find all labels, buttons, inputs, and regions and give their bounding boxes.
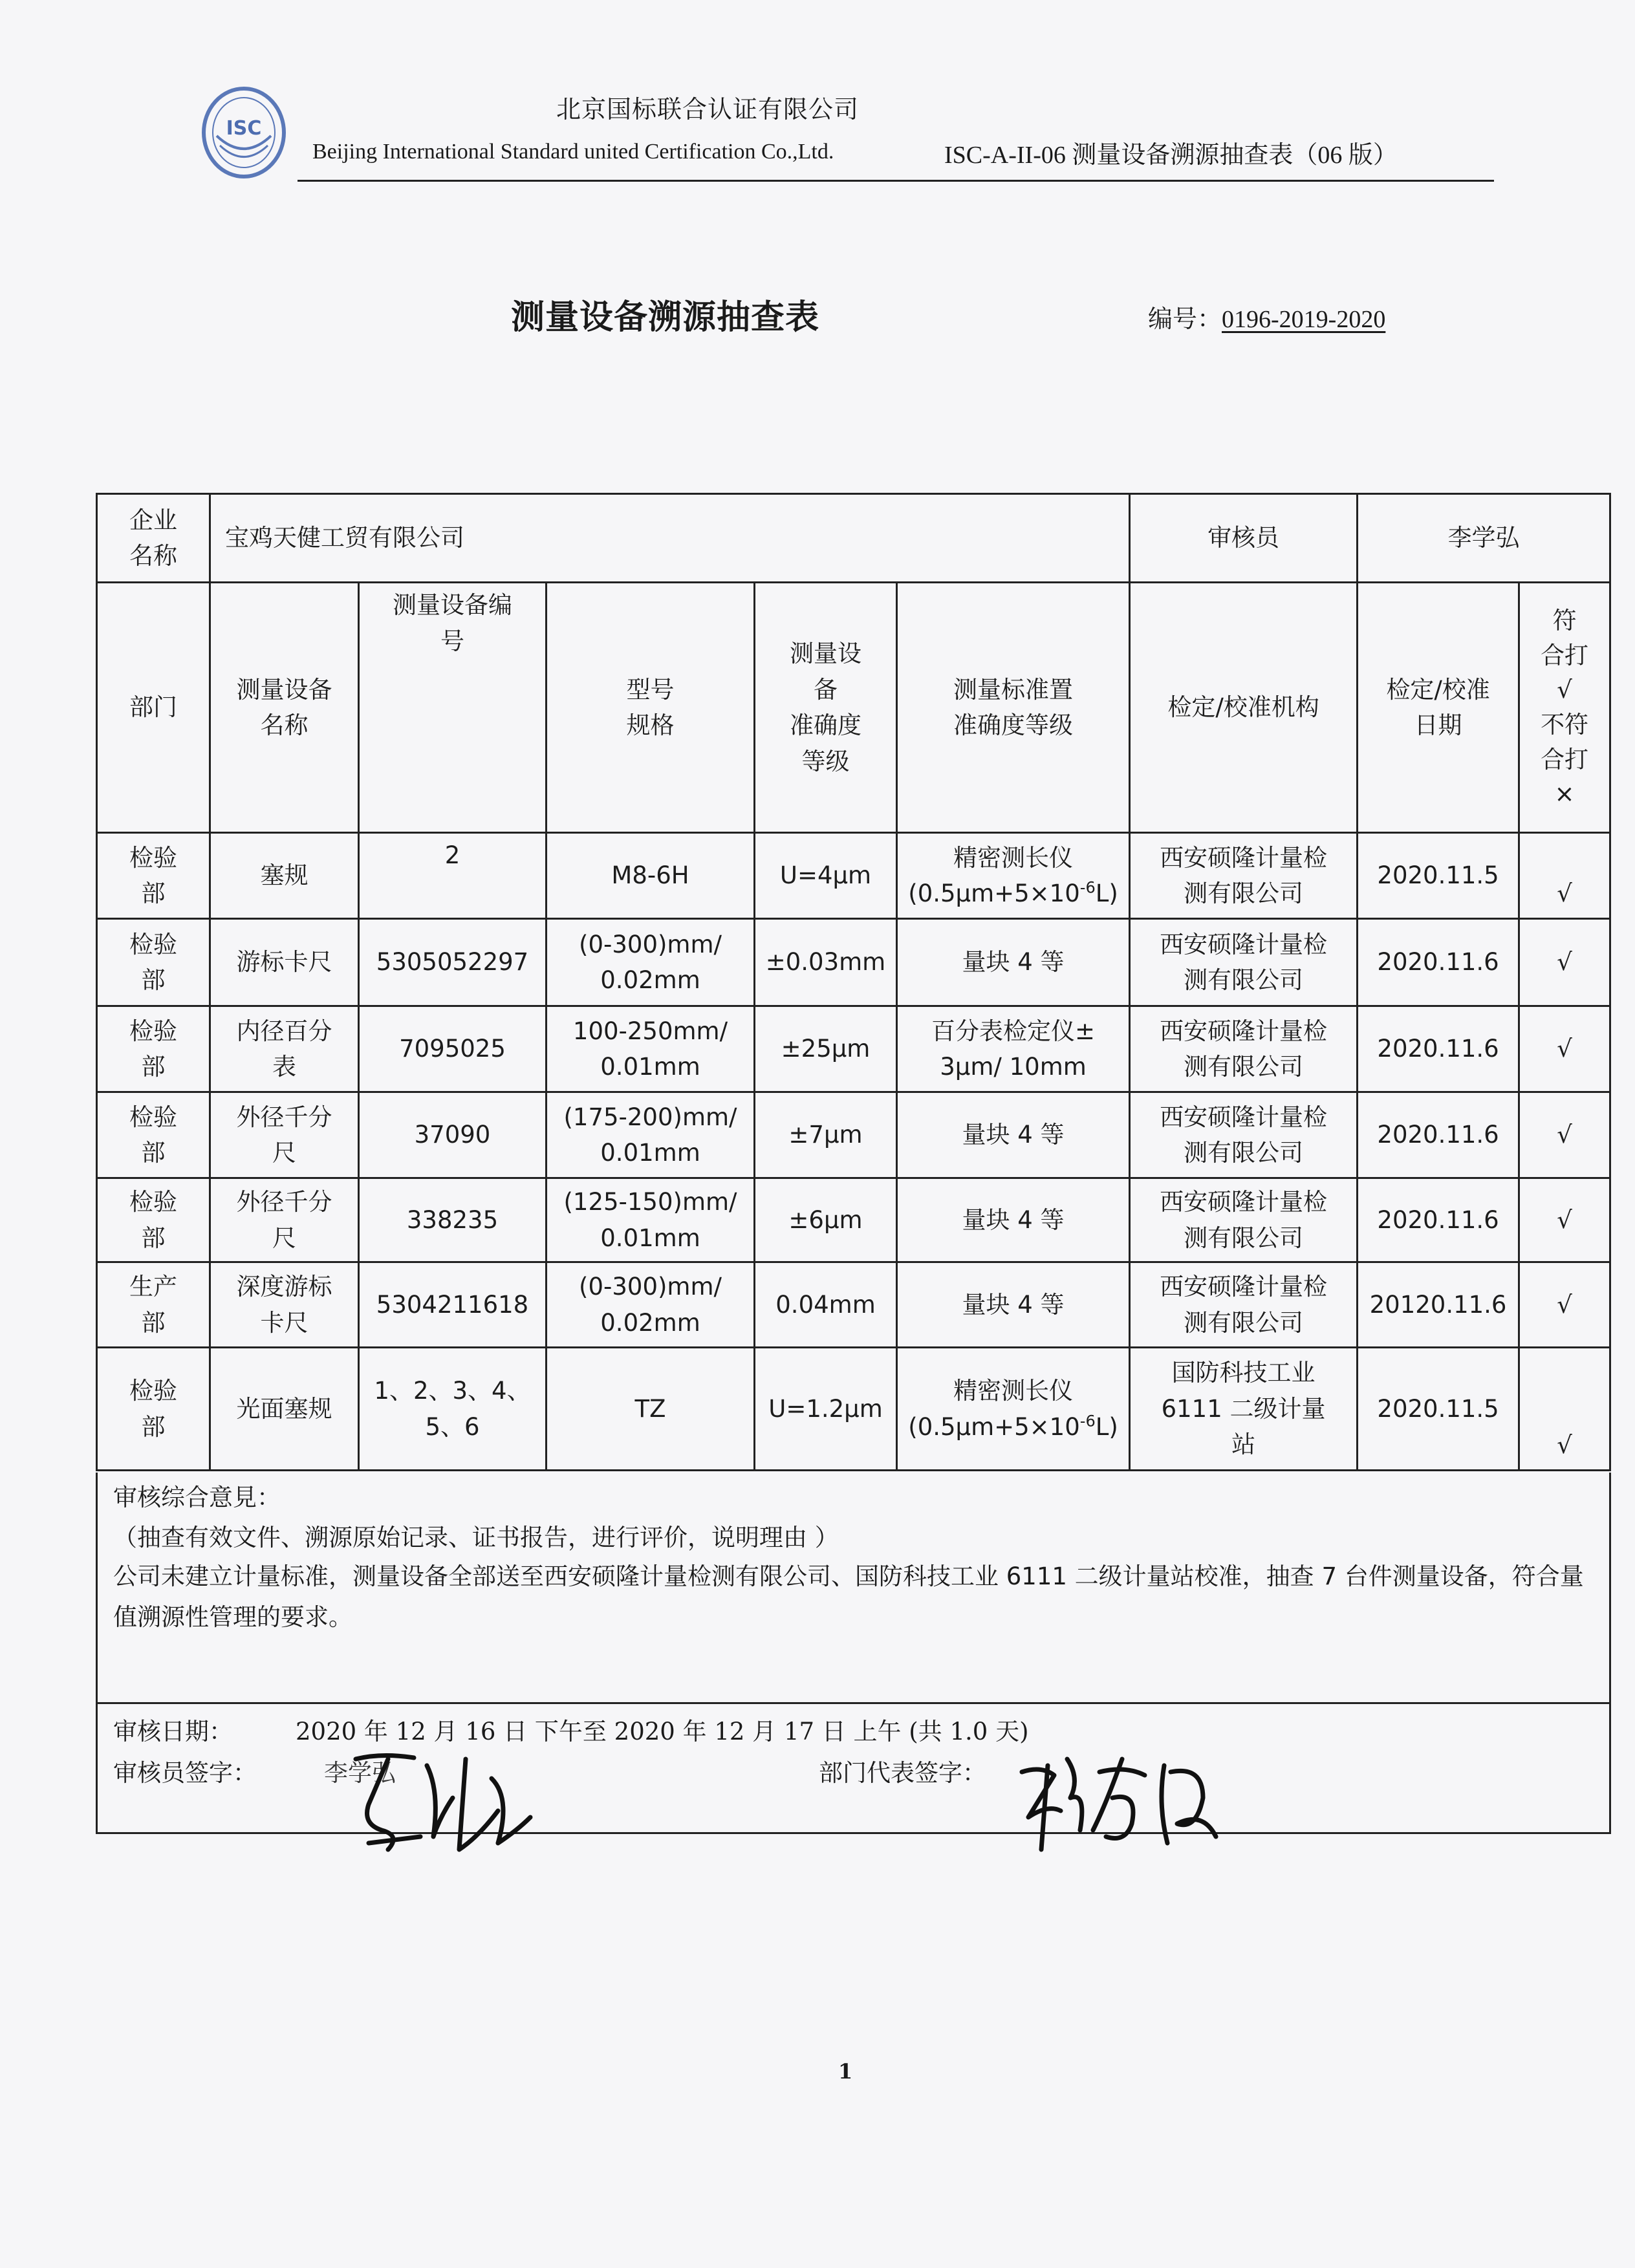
cell-model: M8-6H [547,833,755,919]
cell-accuracy: ±7μm [755,1092,897,1178]
header-row [97,583,1610,833]
cell-accuracy: ±6μm [755,1178,897,1262]
header-accuracy: 测量设 备 准确度 等级 [755,583,897,833]
table-row [97,1348,1610,1471]
form-code: ISC-A-II-06 测量设备溯源抽查表（06 版） [944,142,1398,169]
cell-name: 内径百分 表 [210,1006,359,1092]
auditor-sign-label: 审核员签字： [113,1759,257,1787]
header-id: 测量设备编 号 [359,583,547,833]
cell-id: 2 [359,833,547,919]
header-date: 检定/校准 日期 [1358,583,1519,833]
table-row [97,833,1610,919]
cell-accuracy: 0.04mm [755,1262,897,1348]
cell-standard: 量块 4 等 [897,1092,1130,1178]
cell-accuracy: U=1.2μm [755,1348,897,1471]
cell-id: 338235 [359,1178,547,1262]
header-model: 型号 规格 [547,583,755,833]
document-number [1148,299,1385,334]
cell-dept: 检验 部 [97,1006,210,1092]
cell-date: 2020.11.6 [1358,1178,1519,1262]
cell-accuracy: U=4μm [755,833,897,919]
cell-name: 外径千分 尺 [210,1178,359,1262]
cell-id: 5304211618 [359,1262,547,1348]
cell-dept: 检验 部 [97,1092,210,1178]
cell-dept: 检验 部 [97,1348,210,1471]
cell-standard: 百分表检定仪± 3μm/ 10mm [897,1006,1130,1092]
cell-conformity: √ [1519,1178,1610,1262]
cell-conformity: √ [1519,833,1610,919]
table-row [97,1178,1610,1262]
cell-name: 光面塞规 [210,1348,359,1471]
cell-conformity: √ [1519,1092,1610,1178]
cell-standard: 精密测长仪 $(0.5\mu m+5\times 10^{-6}L)$ [897,833,1130,919]
opinion-label: 审核综合意見： [113,1484,281,1511]
cell-model: TZ [547,1348,755,1471]
cell-conformity: √ [1519,1348,1610,1471]
company-value: 宝鸡天健工贸有限公司 [210,494,1130,583]
opinion-instruction: （抽查有效文件、溯源原始记录、证书报告，进行评价，说明理由 ） [113,1524,839,1551]
cell-org: 西安硕隆计量检 测有限公司 [1130,1006,1358,1092]
cell-org: 西安硕隆计量检 测有限公司 [1130,919,1358,1006]
cell-standard: 量块 4 等 [897,919,1130,1006]
table-row [97,1092,1610,1178]
audit-date-label: 审核日期： [113,1718,233,1745]
cell-org: 西安硕隆计量检 测有限公司 [1130,1178,1358,1262]
cell-id: 1、2、3、4、 5、6 [359,1348,547,1471]
header-dept: 部门 [97,583,210,833]
cell-dept: 检验 部 [97,919,210,1006]
cell-name: 深度游标 卡尺 [210,1262,359,1348]
signoff-box [96,1702,1611,1834]
header-name: 测量设备 名称 [210,583,359,833]
cell-model: (125-150)mm/ 0.01mm [547,1178,755,1262]
cell-name: 塞规 [210,833,359,919]
cell-standard: 量块 4 等 [897,1262,1130,1348]
cell-accuracy: ±0.03mm [755,919,897,1006]
cell-name: 外径千分 尺 [210,1092,359,1178]
cell-name: 游标卡尺 [210,919,359,1006]
cell-model: (0-300)mm/ 0.02mm [547,1262,755,1348]
opinion-text: 公司未建立计量标准，测量设备全部送至西安硕隆计量检测有限公司、国防科技工业 6111 二级计量站校准，抽查 7 台件测量设备，符合量值溯源性管理的要求。 [113,1562,1584,1631]
company-row [97,494,1610,583]
document-number-value: 0196-2019-2020 [1222,306,1386,333]
auditor-sign-name: 李学弘 [324,1759,396,1787]
auditor-label: 审核员 [1130,494,1358,583]
cell-accuracy: ±25μm [755,1006,897,1092]
audit-date-value: 2020 年 12 月 16 日 下午至 2020 年 12 月 17 日 上午 (共 1.0 天) [296,1718,1029,1745]
cell-id: 5305052297 [359,919,547,1006]
cell-date: 2020.11.6 [1358,919,1519,1006]
company-label: 企业 名称 [97,494,210,583]
table-row [97,919,1610,1006]
document-number-label: 编号： [1148,305,1222,333]
cell-conformity: √ [1519,1006,1610,1092]
cell-conformity: √ [1519,1262,1610,1348]
table-row [97,1262,1610,1348]
cell-dept: 生产 部 [97,1262,210,1348]
header-conformity: 符 合打 √ 不符 合打 × [1519,583,1610,833]
cell-date: 2020.11.5 [1358,833,1519,919]
header-rule [298,180,1494,182]
cell-conformity: √ [1519,919,1610,1006]
cell-org: 西安硕隆计量检 测有限公司 [1130,833,1358,919]
cell-model: (175-200)mm/ 0.01mm [547,1092,755,1178]
svg-text:ISC: ISC [226,117,262,140]
isc-logo [200,84,288,181]
document-title: 测量设备溯源抽查表 [511,297,820,337]
cell-standard: 精密测长仪 $(0.5\mu m+5\times 10^{-6}L)$ [897,1348,1130,1471]
cell-org: 国防科技工业 6111 二级计量 站 [1130,1348,1358,1471]
company-name-en: Beijing International Standard united Certification Co.,Ltd. [312,140,834,164]
cell-model: (0-300)mm/ 0.02mm [547,919,755,1006]
header-standard: 测量标准置 准确度等级 [897,583,1130,833]
cell-standard: 量块 4 等 [897,1178,1130,1262]
cell-org: 西安硕隆计量检 测有限公司 [1130,1262,1358,1348]
cell-dept: 检验 部 [97,833,210,919]
cell-model: 100-250mm/ 0.01mm [547,1006,755,1092]
company-name-cn: 北京国标联合认证有限公司 [556,95,860,124]
cell-date: 2020.11.6 [1358,1006,1519,1092]
cell-org: 西安硕隆计量检 测有限公司 [1130,1092,1358,1178]
cell-date: 2020.11.5 [1358,1348,1519,1471]
cell-date: 2020.11.6 [1358,1092,1519,1178]
cell-id: 7095025 [359,1006,547,1092]
cell-dept: 检验 部 [97,1178,210,1262]
cell-date: 20120.11.6 [1358,1262,1519,1348]
page-number: 1 [838,2059,853,2084]
auditor-value: 李学弘 [1358,494,1610,583]
dept-sign-label: 部门代表签字： [819,1759,986,1787]
cell-id: 37090 [359,1092,547,1178]
equipment-table [96,493,1611,1471]
audit-opinion-box [96,1473,1611,1704]
table-row [97,1006,1610,1092]
header-org: 检定/校准机构 [1130,583,1358,833]
